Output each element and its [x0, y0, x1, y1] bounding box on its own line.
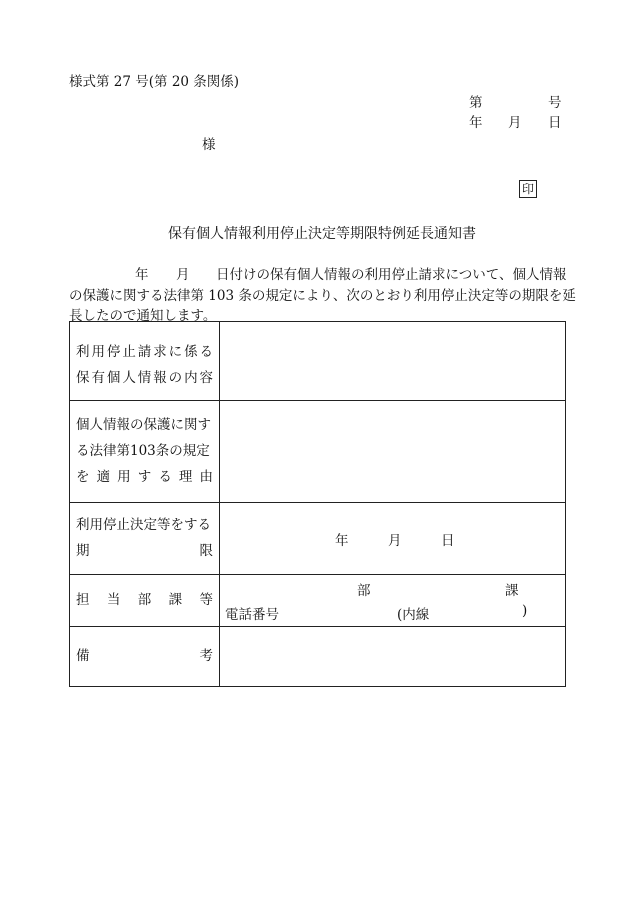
row4-label-line: 担 当 部 課 等 — [76, 592, 213, 608]
body-line1-text: 日付けの保有個人情報の利用停止請求について、個人情報 — [216, 267, 567, 283]
deadline-month: 月 — [388, 533, 402, 549]
table-row-divider — [70, 626, 565, 627]
body-line1-month: 月 — [176, 267, 190, 283]
deadline-year: 年 — [335, 533, 349, 549]
department-ka: 課 — [505, 583, 519, 599]
row2-label-line1: 個人情報の保護に関す — [76, 417, 211, 433]
deadline-day: 日 — [441, 533, 455, 549]
seal-mark: 印 — [519, 180, 537, 198]
body-line3-text: 長したので通知します。 — [69, 308, 217, 324]
form-number: 様式第 27 号(第 20 条関係) — [69, 74, 240, 90]
row2-label-line2: る法律第103条の規定 — [76, 443, 210, 459]
row2-label — [76, 412, 213, 490]
document-title: 保有個人情報利用停止決定等期限特例延長通知書 — [168, 226, 476, 242]
doc-date-day: 日 — [548, 115, 562, 131]
doc-no-dai: 第 — [469, 95, 483, 111]
extension-close: ) — [522, 603, 528, 619]
doc-date-year: 年 — [469, 115, 483, 131]
phone-label: 電話番号 — [225, 607, 279, 623]
row3-label — [76, 512, 213, 564]
details-table — [69, 321, 566, 687]
body-line2-text: の保護に関する法律第 103 条の規定により、次のとおり利用停止決定等の期限を延 — [69, 288, 576, 304]
table-row-divider — [70, 502, 565, 503]
table-row-divider — [70, 574, 565, 575]
row4-label — [76, 587, 213, 613]
doc-no-go: 号 — [548, 95, 562, 111]
table-column-divider — [219, 322, 220, 686]
body-line1-year: 年 — [135, 267, 149, 283]
extension-open: (内線 — [397, 607, 430, 623]
department-bu: 部 — [357, 583, 371, 599]
row1-label — [76, 339, 213, 391]
table-row-divider — [70, 400, 565, 401]
row5-label — [76, 643, 213, 669]
row5-label-line: 備 考 — [76, 648, 213, 664]
addressee-sama: 様 — [202, 137, 216, 153]
row3-label-line2: 期 限 — [76, 543, 213, 559]
row3-label-line1: 利用停止決定等をする — [76, 517, 211, 533]
row1-label-line1: 利 用 停 止 請 求 に 係 る — [76, 344, 213, 360]
row2-label-line3: を 適 用 す る 理 由 — [76, 469, 213, 485]
row1-label-line2: 保 有 個 人 情 報 の 内 容 — [76, 370, 213, 386]
doc-date-month: 月 — [508, 115, 522, 131]
